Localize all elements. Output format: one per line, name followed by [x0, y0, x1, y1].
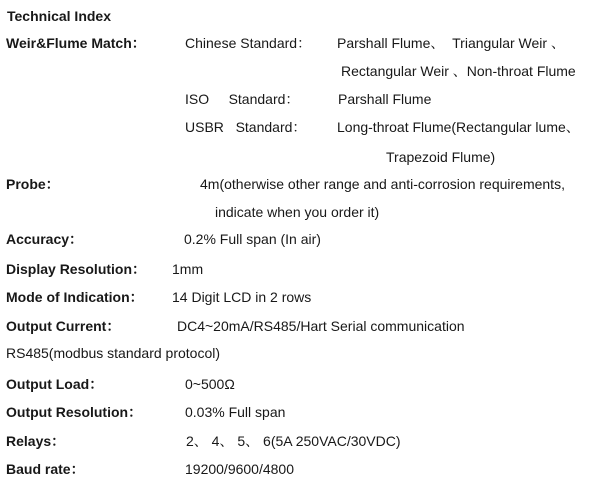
spec-row-usbr-standard	[0, 118, 602, 138]
spec-value-baud-rate: 19200/9600/4800	[185, 461, 294, 477]
standard-value-usbr-line1: Long-throat Flume(Rectangular lume、	[337, 119, 580, 135]
spec-value-probe-line2: indicate when you order it)	[215, 204, 380, 220]
spec-value-output-load: 0~500Ω	[185, 376, 235, 392]
spec-label-mode-of-indication: Mode of Indication：	[6, 289, 144, 305]
spec-label-weir-flume-match: Weir&Flume Match：	[6, 35, 146, 51]
spec-row-chinese-standard-cont	[0, 62, 602, 82]
spec-row-output-current-cont	[0, 344, 602, 364]
spec-row-display-resolution	[0, 260, 602, 280]
spec-label-relays: Relays：	[6, 433, 66, 449]
spec-value-relays: 2、 4、 5、 6(5A 250VAC/30VDC)	[186, 433, 401, 449]
spec-row-probe	[0, 175, 602, 195]
spec-label-output-current: Output Current：	[6, 318, 121, 334]
spec-row-probe-cont	[0, 203, 602, 223]
standard-name-chinese: Chinese Standard：	[185, 35, 312, 51]
spec-row-baud-rate	[0, 460, 602, 480]
spec-row-output-current	[0, 317, 602, 337]
spec-value-mode-of-indication: 14 Digit LCD in 2 rows	[172, 289, 312, 305]
spec-value-output-resolution: 0.03% Full span	[185, 404, 286, 420]
spec-label-output-load: Output Load：	[6, 376, 104, 392]
page-title: Technical Index	[7, 8, 111, 24]
spec-value-probe-line1: 4m(otherwise other range and anti-corrosion requirements,	[200, 176, 565, 192]
standard-value-iso: Parshall Flume	[338, 91, 432, 107]
spec-row-output-resolution	[0, 403, 602, 423]
title-row	[0, 7, 602, 27]
spec-value-display-resolution: 1mm	[172, 261, 204, 277]
spec-row-usbr-standard-cont	[0, 148, 602, 168]
spec-label-output-resolution: Output Resolution：	[6, 404, 143, 420]
spec-value-output-current: DC4~20mA/RS485/Hart Serial communication	[177, 318, 465, 334]
spec-row-weir-flume-match	[0, 34, 602, 54]
standard-value-usbr-line2: Trapezoid Flume)	[386, 149, 496, 165]
spec-label-accuracy: Accuracy：	[6, 231, 84, 247]
spec-row-iso-standard	[0, 90, 602, 110]
spec-value-accuracy: 0.2% Full span (In air)	[184, 231, 321, 247]
spec-label-display-resolution: Display Resolution：	[6, 261, 147, 277]
spec-label-baud-rate: Baud rate：	[6, 461, 85, 477]
spec-row-relays	[0, 432, 602, 452]
standard-value-chinese-line1: Parshall Flume、 Triangular Weir 、	[337, 35, 565, 51]
spec-label-probe: Probe：	[6, 176, 60, 192]
spec-row-output-load	[0, 375, 602, 395]
spec-value-output-current-continuation: RS485(modbus standard protocol)	[6, 345, 221, 361]
spec-row-mode-of-indication	[0, 288, 602, 308]
standard-value-chinese-line2: Rectangular Weir 、Non-throat Flume	[341, 63, 576, 79]
spec-row-accuracy	[0, 230, 602, 250]
standard-name-usbr: USBR Standard：	[185, 119, 307, 135]
standard-name-iso: ISO Standard：	[185, 91, 300, 107]
